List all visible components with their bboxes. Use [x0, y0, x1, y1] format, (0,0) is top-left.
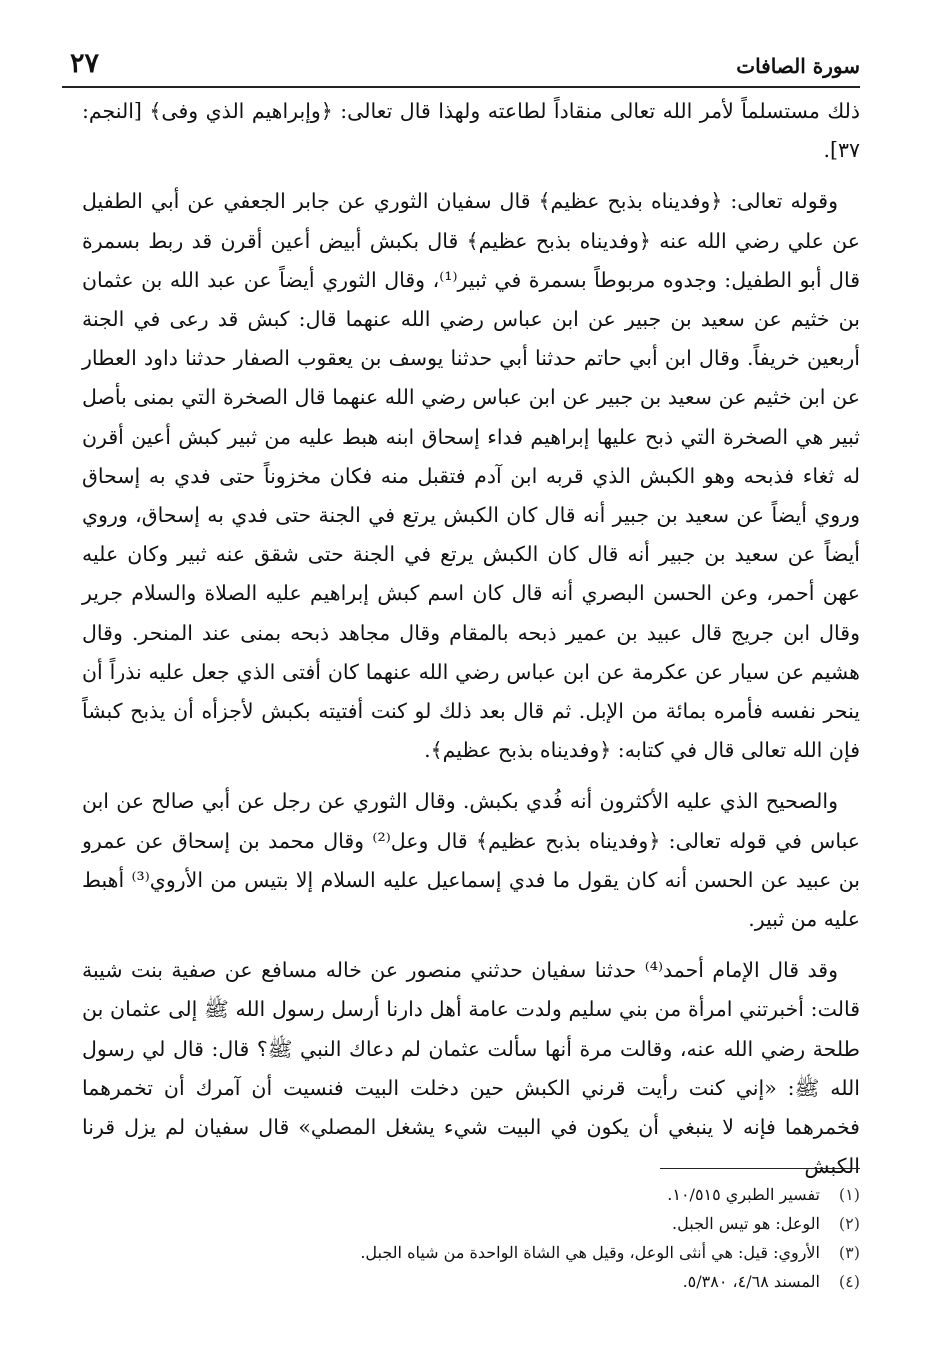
main-text [82, 92, 860, 1198]
footnote-text: تفسير الطبري ١٠/٥١٥. [667, 1185, 820, 1204]
paragraph: وقد قال الإمام أحمد⁽⁴⁾ حدثنا سفيان حدثني منصور عن خاله مسافع عن صفية بنت شيبة قالت: أخبرتني امرأة من بني سليم ولدت عامة أهل دارنا أرسل رسول الله ﷺ إلى عثمان بن طلحة رضي الله عنه، وقالت مرة أنها سألت عثمان لم دعاك النبي ﷺ؟ قال: قال لي رسول الله ﷺ: «إني كنت رأيت قرني الكبش حين دخلت البيت فنسيت أن آمرك أن تخمرهما فخمرهما فإنه لا ينبغي أن يكون في البيت شيء يشغل المصلي» قال سفيان لم يزل قرنا الكبش [82, 958, 860, 1179]
page-number: ٢٧ [70, 48, 100, 79]
footnotes [82, 1180, 860, 1296]
footnote-divider [660, 1168, 860, 1169]
footnote-number: (٢) [838, 1214, 860, 1233]
footnote [82, 1238, 860, 1267]
paragraph: والصحيح الذي عليه الأكثرون أنه فُدي بكبش. وقال الثوري عن رجل عن أبي صالح عن ابن عباس في قوله تعالى: ﴿وفديناه بذبح عظيم﴾ قال وعل⁽²⁾ وقال محمد بن إسحاق عن عمرو بن عبيد عن الحسن أنه كان يقول ما فدي إسماعيل عليه السلام إلا بتيس من الأروي⁽³⁾ أهبط عليه من ثبير. [82, 789, 860, 932]
footnote-text: الوعل: هو تيس الجبل. [672, 1214, 820, 1233]
footnote [82, 1209, 860, 1238]
footnote [82, 1267, 860, 1296]
paragraph: وقوله تعالى: ﴿وفديناه بذبح عظيم﴾ قال سفيان الثوري عن جابر الجعفي عن أبي الطفيل عن علي رضي الله عنه ﴿وفديناه بذبح عظيم﴾ قال بكبش أبيض أعين أقرن قد ربط بسمرة قال أبو الطفيل: وجدوه مربوطاً بسمرة في ثبير⁽¹⁾، وقال الثوري أيضاً عن عبد الله بن عثمان بن خثيم عن سعيد بن جبير عن ابن عباس رضي الله عنهما قال: كبش قد رعى في الجنة أربعين خريفاً. وقال ابن أبي حاتم حدثنا أبي حدثنا يوسف بن يعقوب الصفار حدثنا داود العطار عن ابن خثيم عن سعيد بن جبير عن ابن عباس رضي الله عنهما قال الصخرة التي بمنى بأصل ثبير هي الصخرة التي ذبح عليها إبراهيم فداء إسحاق ابنه هبط عليه من ثبير كبش أعين أقرن له ثغاء فذبحه وهو الكبش الذي قربه ابن آدم فتقبل منه فكان مخزوناً حتى فدي به إسحاق وروي أيضاً عن سعيد بن جبير أنه قال كان الكبش يرتع في الجنة حتى فدي به إسحاق، وروي أيضاً عن سعيد بن جبير أنه قال كان الكبش يرتع في الجنة حتى شقق عنه ثبير وكان عليه عهن أحمر، وعن الحسن البصري أنه قال كان اسم كبش إبراهيم عليه الصلاة والسلام جرير وقال ابن جريج قال عبيد بن عمير ذبحه بالمقام وقال مجاهد ذبحه بمنى عند المنحر. وقال هشيم عن سيار عن عكرمة عن ابن عباس رضي الله عنهما كان أفتى الذي جعل عليه نذراً أن ينحر نفسه فأمره بمائة من الإبل. ثم قال بعد ذلك لو كنت أفتيته بكبش لأجزأه أن يذبح كبشاً فإن الله تعالى قال في كتابه: ﴿وفديناه بذبح عظيم﴾. [82, 189, 860, 763]
running-title: سورة الصافات [736, 54, 860, 78]
paragraph: ذلك مستسلماً لأمر الله تعالى منقاداً لطاعته ولهذا قال تعالى: ﴿وإبراهيم الذي وفى﴾ [النجم: ٣٧]. [82, 99, 860, 163]
footnote-number: (٣) [838, 1243, 860, 1262]
footnote-number: (٤) [838, 1272, 860, 1291]
footnote [82, 1180, 860, 1209]
footnote-number: (١) [838, 1185, 860, 1204]
footnote-text: الأروي: قيل: هي أنثى الوعل، وقيل هي الشاة الواحدة من شياه الجبل. [360, 1243, 820, 1262]
footnote-text: المسند ٤/٦٨، ٥/٣٨٠. [682, 1272, 820, 1291]
page-header [62, 46, 860, 88]
